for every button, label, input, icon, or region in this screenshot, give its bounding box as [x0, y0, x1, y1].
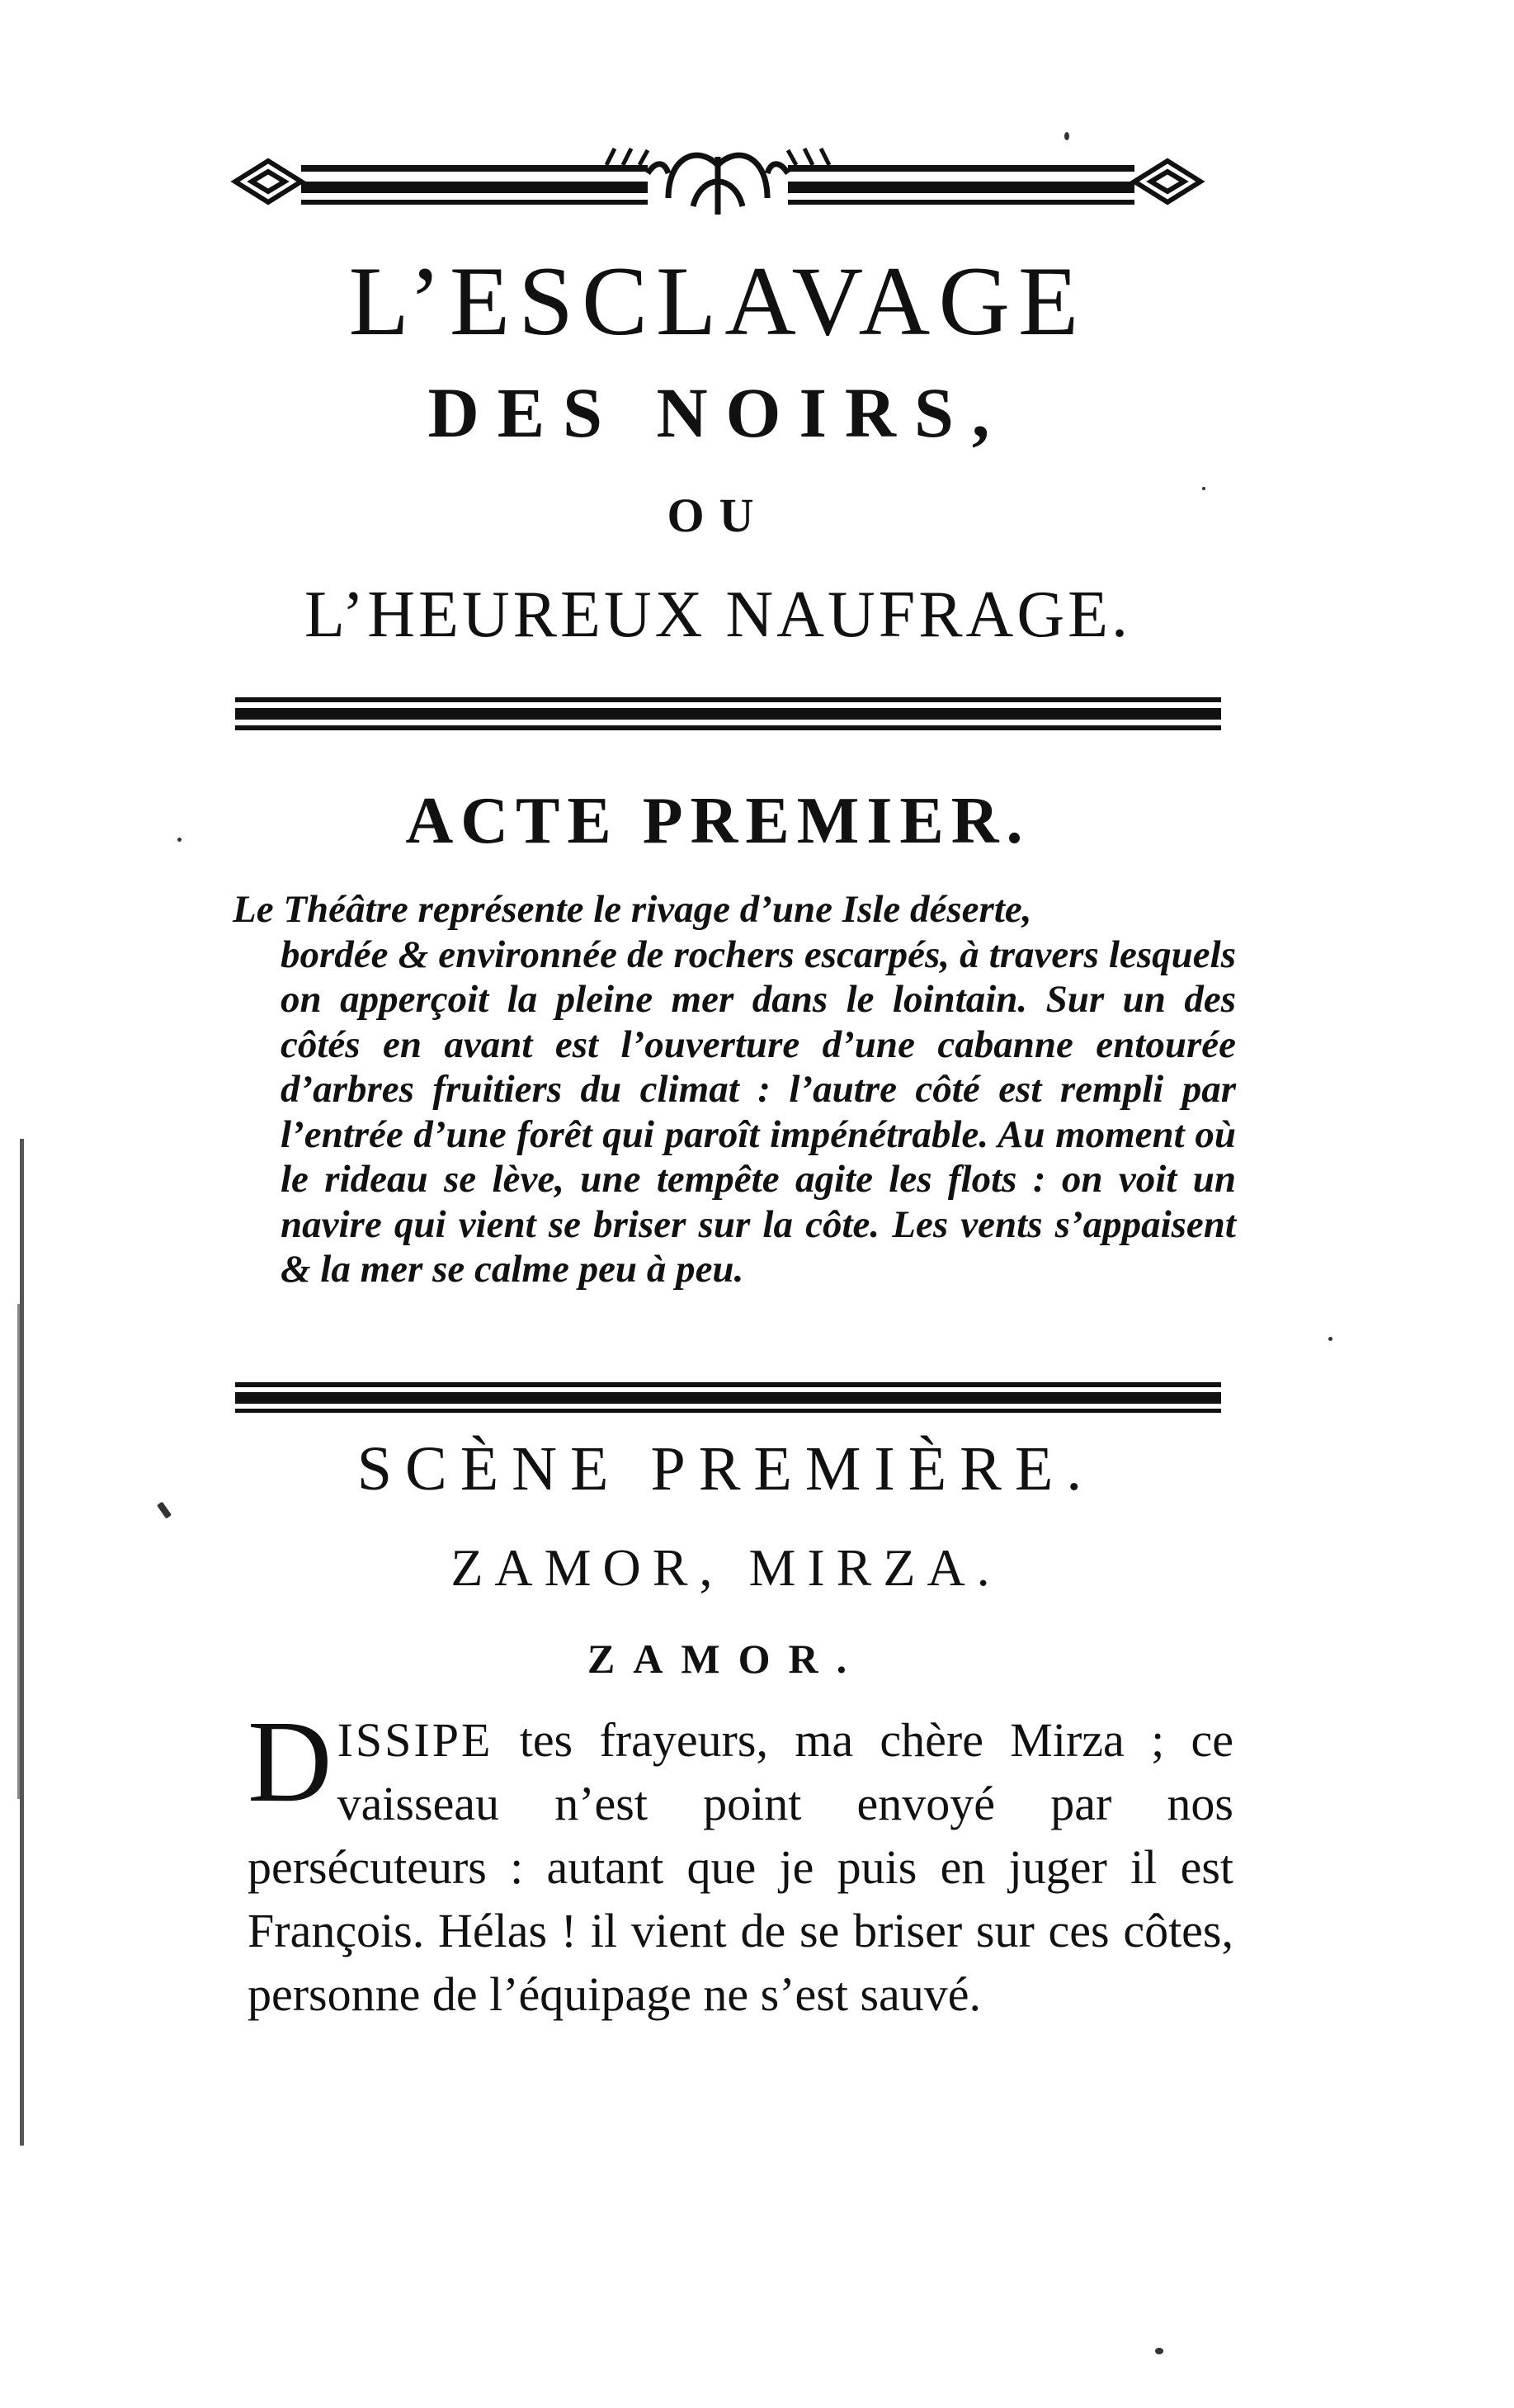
paper-speck: [1202, 487, 1205, 490]
stage-direction: [233, 887, 1236, 1292]
paper-speck: [177, 838, 182, 842]
section-divider: [235, 1382, 1221, 1413]
dialogue-paragraph: [248, 1696, 1233, 2026]
scan-edge-mark-icon: [15, 1139, 31, 2146]
play-title: L’ESCLAVAGE: [348, 246, 1087, 356]
alternate-title: L’HEUREUX NAUFRAGE.: [304, 578, 1131, 651]
opening-word: ISSIPE: [337, 1713, 493, 1767]
title-connector: OU: [667, 489, 769, 542]
paper-speck: [157, 1502, 172, 1519]
speaker-name: ZAMOR.: [587, 1636, 865, 1682]
scene-characters: ZAMOR, MIRZA.: [450, 1538, 1002, 1597]
stage-direction-first-line: Le Théâtre représente le rivage d’une Isle déserte,: [233, 888, 1032, 931]
dialogue-text: tes frayeurs, ma chère Mirza ; ce vaisseau n’est point envoyé par nos persécuteurs : autant que je puis en juger il est François. Hélas ! il vient de se briser sur ces côtes, personne de l’équipage ne s’est sauvé.: [248, 1713, 1233, 2021]
paper-speck: [1328, 1337, 1332, 1341]
headpiece-ornament-icon: [219, 140, 1217, 223]
paper-speck: [1155, 2348, 1163, 2354]
stage-direction-text: bordée & environnée de rochers escarpés, à travers lesquels on apperçoit la pleine mer dans le lointain. Sur un des côtés en avant est l’ouverture d’une cabanne entourée d’arbres fruitiers du climat : l’autre côté est rempli par l’entrée d’une forêt qui paroît impénétrable. Au moment où le rideau se lève, une tempête agite les flots : on voit un navire qui vient se briser sur la côte. Les vents s’appaisent & la mer se calme peu à peu.: [281, 933, 1236, 1291]
act-heading: ACTE PREMIER.: [405, 785, 1031, 857]
play-title-continuation: DES NOIRS,: [427, 373, 1008, 452]
paper-speck: [1064, 132, 1069, 140]
scene-heading: SCÈNE PREMIÈRE.: [356, 1434, 1096, 1504]
section-divider: [235, 697, 1221, 730]
drop-cap: D: [248, 1696, 333, 1826]
